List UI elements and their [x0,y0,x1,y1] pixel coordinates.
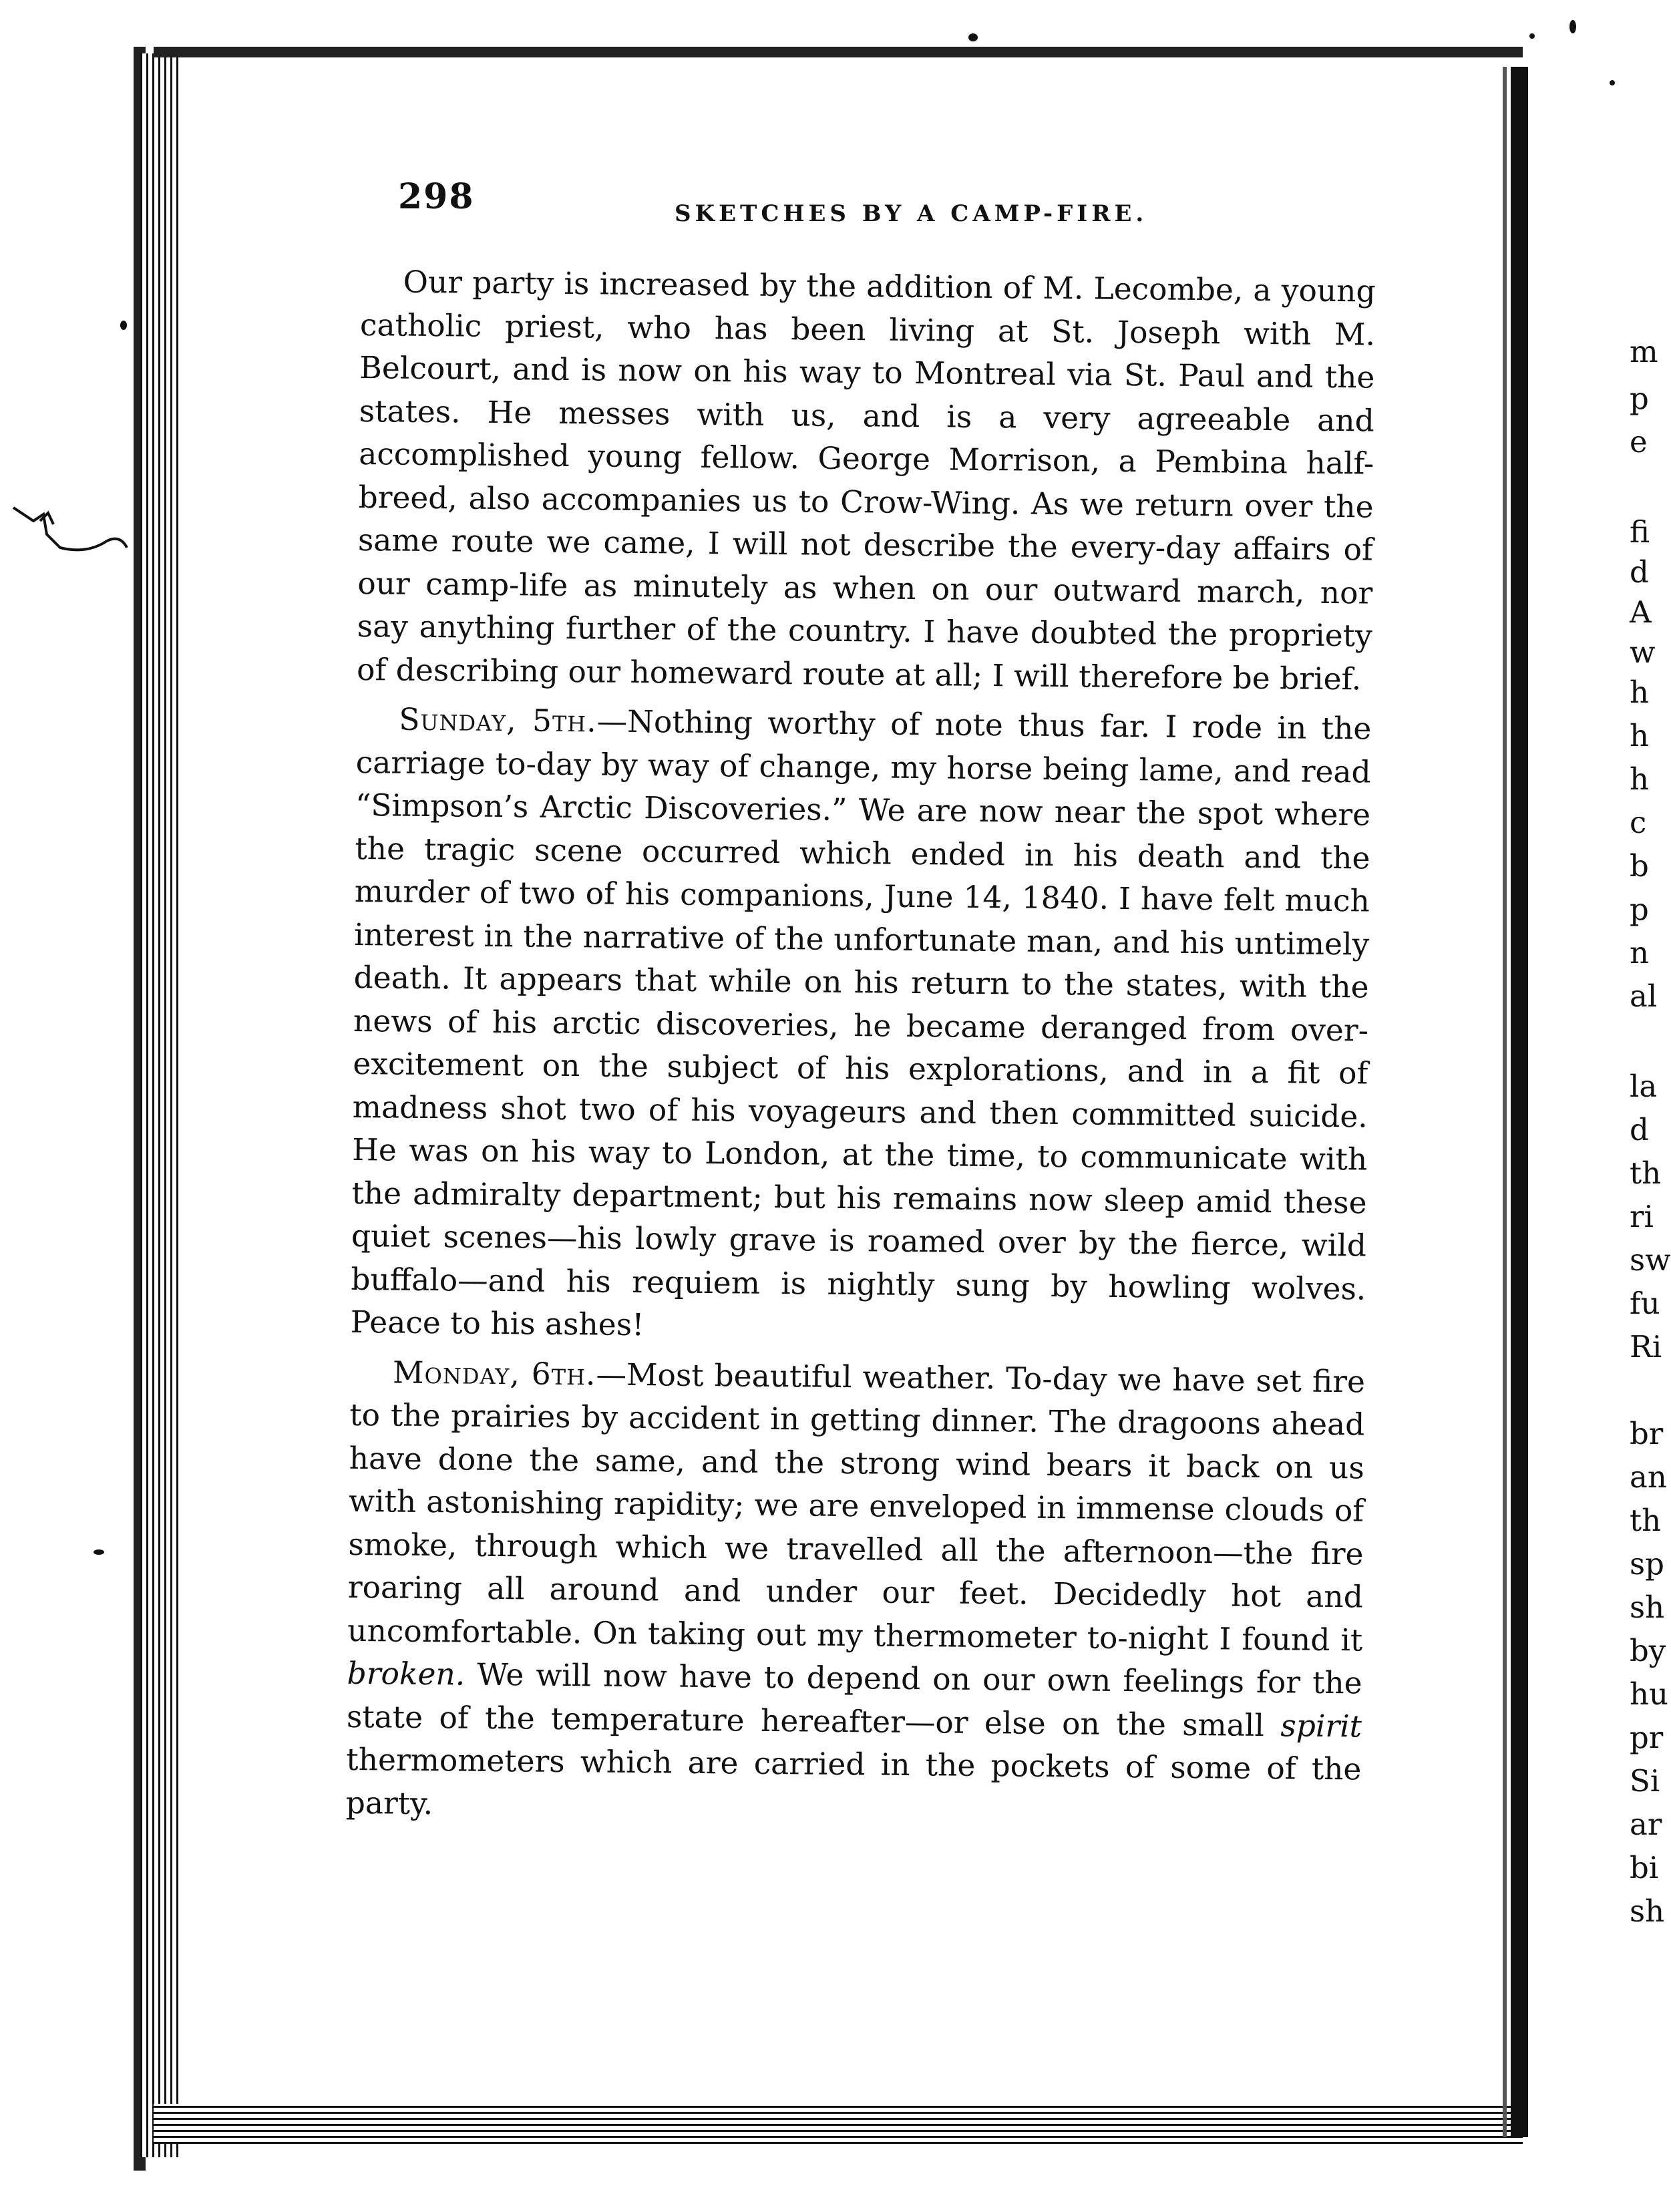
next-page-fragment: bi [1630,1850,1659,1885]
speck-mark [1610,80,1615,85]
next-page-fragment: p [1630,381,1649,416]
entry-date: Sunday, 5th. [399,701,597,739]
book-binding-top [154,47,1523,57]
margin-scribble-icon [7,494,134,574]
next-page-fragment: h [1630,675,1649,710]
next-page-fragment: th [1630,1155,1662,1191]
next-page-fragment: la [1630,1069,1658,1104]
gutter-shadow [1503,67,1507,2137]
next-page-fragment: al [1630,978,1658,1014]
next-page-fragment: e [1630,424,1648,459]
paragraph [357,260,1376,701]
speck-mark [1529,33,1535,39]
speck-mark [120,321,127,330]
next-page-fragment: w [1630,634,1656,670]
next-page-fragment: th [1630,1503,1662,1538]
next-page-fragment: fu [1630,1286,1660,1321]
next-page-fragment: d [1630,1112,1649,1147]
next-page-fragment: hu [1630,1676,1668,1712]
page-edges-bottom [154,2104,1523,2144]
paragraph [346,1350,1366,1834]
paragraph-text: Our party is increased by the addition of M. Lecombe, a young catholic priest, who has been living at St. Joseph with M. Belcourt, and is now on his way to Montreal via St. Paul and the states. He messes with us, and is a very agreeable and accomplished young fellow. George Morrison, a Pembina half-breed, also accompanies us to Crow-Wing. As we return over the same route we came, I will not describe the every-day affairs of our camp-life as minutely as when on our outward march, nor say anything further of the country. I have doubted the propriety of describing our homeward route at all; I will therefore be brief. [356,264,1376,697]
next-page-fragment: b [1630,848,1649,884]
next-page-fragment: sh [1630,1893,1665,1929]
next-page-fragment: p [1630,892,1649,927]
next-page-fragment: A [1630,594,1652,630]
body-text [345,260,1376,1841]
running-head: SKETCHES BY A CAMP-FIRE. [675,200,1148,227]
page-number: 298 [398,176,475,217]
speck-mark [968,33,978,41]
paragraph-text: —Most beautiful weather. To-day we have set fire to the prairies by accident in getting dinner. The dragoons ahead have done the same, and the strong wind bears it back on us with astonishing rapidity; we are enveloped in immense clouds of smoke, through which we travelled all the afternoon—the fire roaring all around and under our feet. Decidedly hot and uncomfortable. On taking out my thermometer to-night I found it [347,1356,1366,1658]
book-gutter-right [1511,67,1528,2137]
paragraph-text: —Nothing worthy of note thus far. I rode in the carriage to-day by way of change, my horse being lame, and read “Simpson’s Arctic Discoveries.” We are now near the spot where the tragic scene occurred which ended in his death and the murder of two of his companions, June 14, 1840. I have felt much interest in the narrative of the unfortunate man, and his untimely death. It appears that while on his return to the states, with the news of his arctic discoveries, he became deranged from over-excitement on the subject of his explorations, and in a fit of madness shot two of his voyageurs and then committed suicide. He was on his way to London, at the time, to communicate with the admiralty department; but his remains now sleep amid these quiet scenes—his lowly grave is roamed over by the fierce, wild buffalo—and his requiem is nightly sung by howling wolves. Peace to his ashes! [350,703,1372,1343]
left-margin [0,0,154,2212]
italic-word: broken. [347,1655,466,1692]
next-page-fragment: fi [1630,514,1650,550]
next-page-fragment: Si [1630,1763,1660,1799]
next-page-fragment: sh [1630,1590,1665,1625]
entry-date: Monday, 6th. [392,1354,596,1392]
next-page-fragment: pr [1630,1720,1664,1755]
page-edges-left [140,53,180,2157]
next-page-fragment: ar [1630,1807,1662,1842]
next-page-fragment: c [1630,805,1647,840]
next-page-fragment: n [1630,935,1649,970]
next-page-fragment: ri [1630,1199,1654,1234]
paragraph-text: We will now have to depend on our own feelings for the state of the temperature hereafter—or else on the small [346,1656,1362,1743]
next-page-fragment: h [1630,761,1649,797]
italic-word: spirit [1280,1707,1362,1744]
next-page-fragment: an [1630,1459,1667,1495]
next-page-fragment: sp [1630,1546,1664,1582]
paragraph-text: thermometers which are carried in the pockets of some of the party. [345,1741,1362,1821]
next-page-fragment: sw [1630,1242,1671,1278]
speck-mark [1569,20,1576,33]
paragraph [350,698,1371,1354]
next-page-fragment: m [1630,334,1658,369]
next-page-fragment: br [1630,1416,1664,1451]
next-page-fragment: by [1630,1633,1666,1668]
next-page-fragment: Ri [1630,1329,1662,1364]
next-page-fragment: d [1630,554,1649,590]
next-page-fragment: h [1630,718,1649,753]
speck-mark [94,1549,104,1555]
